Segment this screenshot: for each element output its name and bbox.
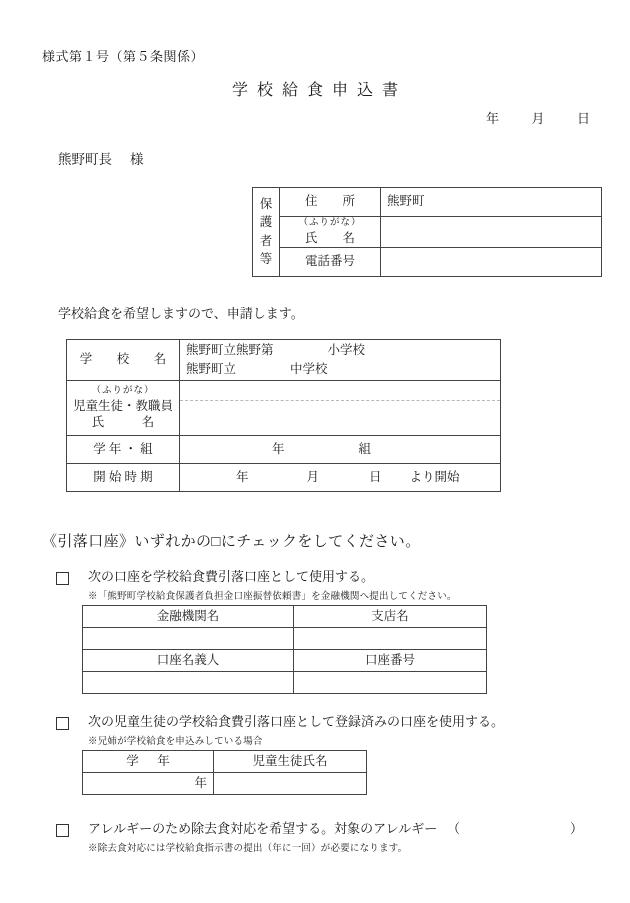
table-row [83, 650, 487, 672]
bank-account-table [82, 605, 487, 694]
apply-sentence: 学校給食を希望しますので、申請します。 [58, 306, 304, 321]
sibling-grade-value[interactable]: 年 [83, 773, 214, 795]
table-row [67, 436, 501, 464]
school-name-elementary-prefix: 熊野町立熊野第 [186, 343, 274, 358]
addressee [58, 148, 144, 168]
date-day-label: 日 [576, 111, 590, 126]
start-period-value[interactable] [180, 464, 501, 492]
sibling-name-value[interactable] [214, 773, 367, 795]
guardian-side-label [253, 188, 280, 277]
bank-name-value[interactable] [83, 628, 294, 650]
account-holder-header: 口座名義人 [83, 650, 294, 672]
school-name-line-junior [186, 360, 494, 379]
allergy-paren-open: （ [447, 821, 461, 836]
checkbox-use-registered-account[interactable] [56, 717, 69, 730]
school-name-junior-prefix: 熊野町立 [186, 362, 237, 376]
start-day-label: 日 [369, 469, 382, 484]
school-table [66, 339, 501, 492]
option-allergy-request-label: アレルギーのため除去食対応を希望する。対象のアレルギー [88, 821, 438, 836]
start-suffix-label: より開始 [409, 469, 460, 484]
table-row [253, 188, 602, 217]
guardian-name-furigana-label: （ふりがな） [298, 218, 362, 228]
option-use-new-account-label: 次の口座を学校給食費引落口座として使用する。 [88, 569, 375, 584]
grade-unit-label: 年 [272, 441, 285, 456]
student-name-label-line2: 氏 名 [91, 415, 155, 430]
account-number-value[interactable] [294, 672, 487, 694]
guardian-name-label [280, 217, 381, 248]
table-row [253, 217, 602, 248]
school-name-line-elementary [186, 341, 494, 360]
guardian-side-char-3: 者 [259, 233, 273, 248]
bank-name-header: 金融機関名 [83, 606, 294, 628]
option-allergy-request-note: ※除去食対応には学校給食指示書の提出（年に一回）が必要になります。 [88, 844, 408, 854]
grade-class-label: 学 年 ・ 組 [67, 436, 180, 464]
school-name-label: 学 校 名 [67, 340, 180, 381]
guardian-name-value[interactable] [381, 217, 602, 248]
table-row [253, 247, 602, 276]
table-row [83, 672, 487, 694]
withdrawal-heading: 《引落口座》いずれかの□にチェックをしてください。 [42, 534, 421, 550]
option-use-new-account-note: ※「熊野町学校給食保護者負担金口座振替依頼書」を金融機関へ提出してください。 [88, 592, 457, 602]
guardian-address-label: 住 所 [280, 188, 381, 217]
form-number: 様式第１号（第５条関係） [42, 49, 205, 64]
school-name-value[interactable] [180, 340, 501, 381]
table-row [67, 464, 501, 492]
sibling-name-header: 児童生徒氏名 [214, 751, 367, 773]
table-row [83, 751, 367, 773]
furigana-dashed-divider [180, 400, 500, 401]
start-month-label: 月 [306, 469, 320, 484]
checkbox-use-new-account[interactable] [56, 572, 69, 585]
date-year-label: 年 [485, 111, 499, 126]
guardian-phone-value[interactable] [381, 247, 602, 276]
guardian-table [252, 187, 602, 277]
grade-class-value[interactable] [180, 436, 501, 464]
guardian-phone-label: 電話番号 [280, 247, 381, 276]
sibling-student-table [82, 750, 367, 795]
table-row [83, 606, 487, 628]
start-period-label: 開 始 時 期 [67, 464, 180, 492]
student-name-label [67, 381, 180, 436]
guardian-side-char-1: 保 [259, 196, 273, 211]
sibling-grade-header: 学 年 [83, 751, 214, 773]
date-line [486, 108, 590, 127]
guardian-side-char-2: 護 [259, 215, 273, 230]
allergy-paren-close: ） [570, 821, 584, 836]
account-holder-value[interactable] [83, 672, 294, 694]
student-name-label-line1: 児童生徒・教職員 [73, 398, 174, 413]
school-name-junior-suffix: 中学校 [290, 362, 328, 376]
student-name-furigana-label: （ふりがな） [91, 385, 155, 396]
branch-name-header: 支店名 [294, 606, 487, 628]
school-name-elementary-suffix: 小学校 [327, 343, 366, 358]
table-row [83, 773, 367, 795]
account-number-header: 口座番号 [294, 650, 487, 672]
option-use-registered-account-note: ※兄姉が学校給食を申込みしている場合 [88, 737, 263, 747]
student-name-value[interactable] [180, 381, 501, 436]
table-row [67, 381, 501, 436]
date-month-label: 月 [531, 111, 545, 126]
checkbox-allergy-request[interactable] [56, 824, 69, 837]
page-title: 学校給食申込書 [231, 82, 407, 99]
guardian-side-char-4: 等 [259, 252, 273, 267]
addressee-name: 熊野町長 [58, 152, 112, 167]
class-unit-label: 組 [358, 441, 372, 456]
guardian-name-label-text: 氏 名 [304, 230, 355, 245]
guardian-side-label-stack [255, 195, 277, 269]
guardian-address-value[interactable]: 熊野町 [381, 188, 602, 217]
start-year-label: 年 [236, 469, 249, 484]
table-row [67, 340, 501, 381]
option-use-registered-account-label: 次の児童生徒の学校給食費引落口座として登録済みの口座を使用する。 [88, 714, 505, 729]
branch-name-value[interactable] [294, 628, 487, 650]
table-row [83, 628, 487, 650]
addressee-honorific: 様 [130, 152, 144, 167]
